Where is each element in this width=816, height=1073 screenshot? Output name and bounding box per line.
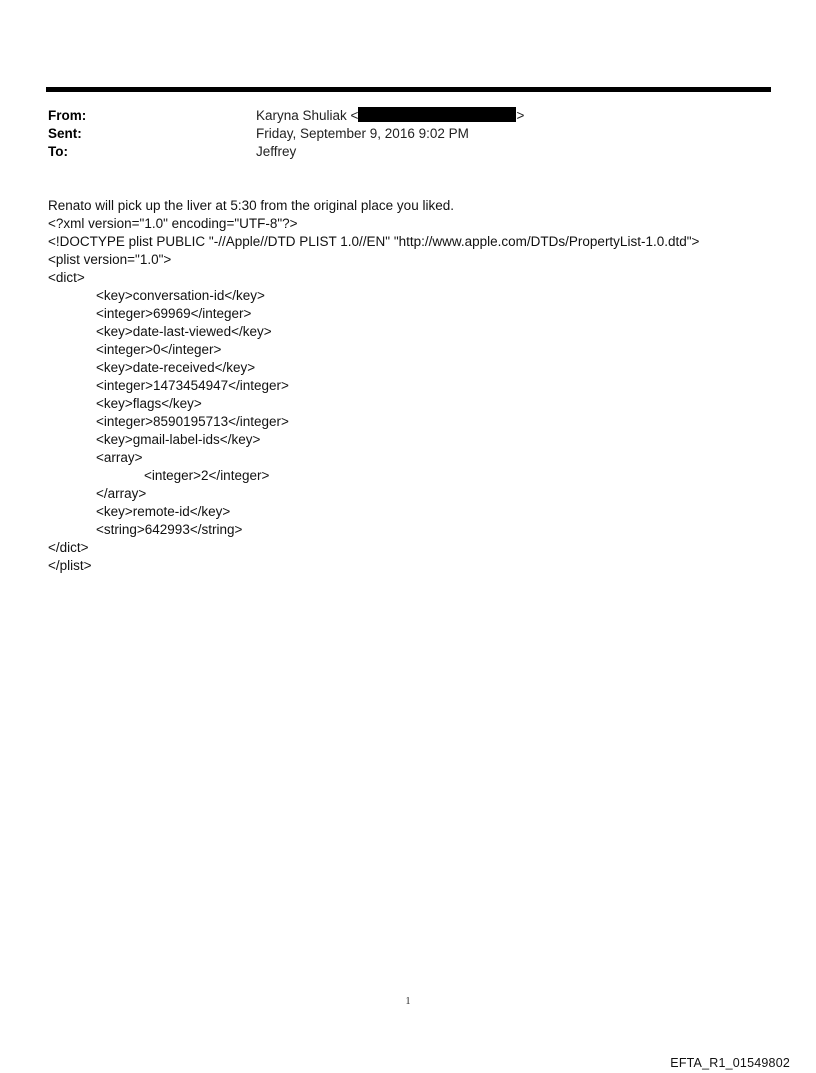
from-close: > <box>516 108 525 123</box>
from-row <box>48 107 748 125</box>
redaction-box <box>358 107 516 122</box>
to-label: To: <box>48 144 68 159</box>
sent-row <box>48 125 748 143</box>
body-line: Renato will pick up the liver at 5:30 from the original place you liked. <box>48 198 454 213</box>
body-line: <integer>1473454947</integer> <box>96 378 289 393</box>
body-line: <key>flags</key> <box>96 396 202 411</box>
page-number: 1 <box>405 996 411 1007</box>
body-line: <integer>69969</integer> <box>96 306 252 321</box>
body-line: <integer>8590195713</integer> <box>96 414 289 429</box>
body-line: <string>642993</string> <box>96 522 243 537</box>
email-header <box>48 107 748 161</box>
body-line: <integer>0</integer> <box>96 342 222 357</box>
to-value: Jeffrey <box>256 144 297 159</box>
body-line: <key>conversation-id</key> <box>96 288 265 303</box>
body-line: <key>date-last-viewed</key> <box>96 324 272 339</box>
from-value <box>256 107 524 125</box>
body-line: </array> <box>96 486 147 501</box>
from-name: Karyna Shuliak < <box>256 108 359 123</box>
body-line: <key>gmail-label-ids</key> <box>96 432 261 447</box>
body-line: <integer>2</integer> <box>144 468 270 483</box>
header-rule <box>46 87 771 92</box>
body-line: <?xml version="1.0" encoding="UTF-8"?> <box>48 216 298 231</box>
body-line: <array> <box>96 450 143 465</box>
body-line: <dict> <box>48 270 85 285</box>
body-line: <key>date-received</key> <box>96 360 256 375</box>
to-row <box>48 143 748 161</box>
sent-value: Friday, September 9, 2016 9:02 PM <box>256 126 469 141</box>
email-body <box>48 197 778 575</box>
bates-number: EFTA_R1_01549802 <box>670 1056 790 1070</box>
body-line: </dict> <box>48 540 89 555</box>
body-line: <!DOCTYPE plist PUBLIC "-//Apple//DTD PLIST 1.0//EN" "http://www.apple.com/DTDs/PropertyList-1.0.dtd"> <box>48 234 700 249</box>
from-label: From: <box>48 108 87 123</box>
body-line: <key>remote-id</key> <box>96 504 231 519</box>
body-line: <plist version="1.0"> <box>48 252 172 267</box>
body-line: </plist> <box>48 558 92 573</box>
sent-label: Sent: <box>48 126 82 141</box>
